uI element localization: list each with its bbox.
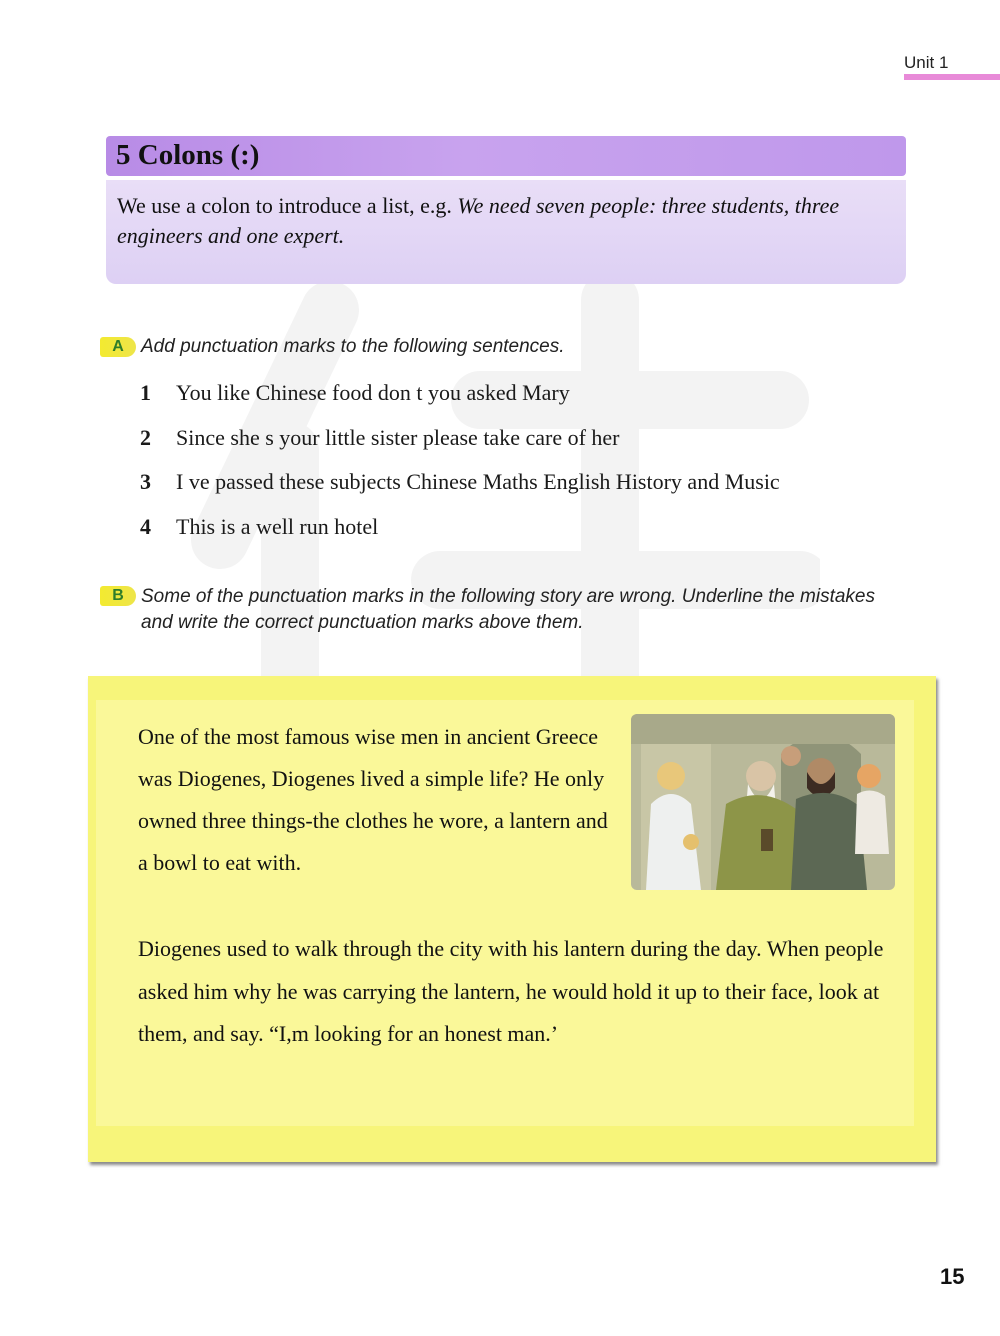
exercise-a-instruction: Add punctuation marks to the following sentences. [141, 336, 565, 357]
unit-label: Unit 1 [904, 53, 949, 72]
rule-example: We need seven people: three students, three engineers and one expert. [117, 193, 840, 248]
exercise-a-list [140, 380, 780, 558]
exercise-item [140, 469, 780, 514]
exercise-a-badge: A [100, 337, 136, 357]
exercise-item-number: 3 [140, 469, 151, 494]
page-number: 15 [940, 1264, 965, 1289]
exercise-item-text: I ve passed these subjects Chinese Maths English History and Music [176, 469, 780, 494]
exercise-item-text: This is a well run hotel [176, 513, 379, 539]
exercise-item-number: 4 [140, 513, 151, 539]
exercise-item-text: Since she s your little sister please take care of her [176, 424, 620, 450]
exercise-item-number: 2 [140, 424, 151, 450]
rule-text [117, 191, 877, 251]
exercise-item [140, 425, 780, 470]
unit-underline [904, 74, 1000, 80]
exercise-b-instruction: Some of the punctuation marks in the following story are wrong. Underline the mistakes and write the correct punctuation marks above them. [141, 586, 875, 633]
exercise-item-number: 1 [140, 380, 151, 405]
story-paragraph-2: Diogenes used to walk through the city with his lantern during the day. When people asked him why he was carrying the lantern, he would hold it up to their face, look at them, and say. “I,m looking for an honest man.’ [138, 936, 884, 1046]
exercise-item-text: You like Chinese food don t you asked Mary [176, 380, 570, 405]
exercise-b-badge: B [100, 586, 136, 606]
rule-statement: We use a colon to introduce a list, e.g. [117, 193, 458, 218]
diogenes-illustration [631, 714, 895, 890]
exercise-item [140, 380, 780, 425]
exercise-item [140, 514, 780, 559]
section-title: 5 Colons (:) [116, 139, 260, 171]
story-paragraph-1: One of the most famous wise men in ancient Greece was Diogenes, Diogenes lived a simple life? He only owned three things-the clothes he wore, a lantern and a bowl to eat with. [138, 724, 608, 875]
